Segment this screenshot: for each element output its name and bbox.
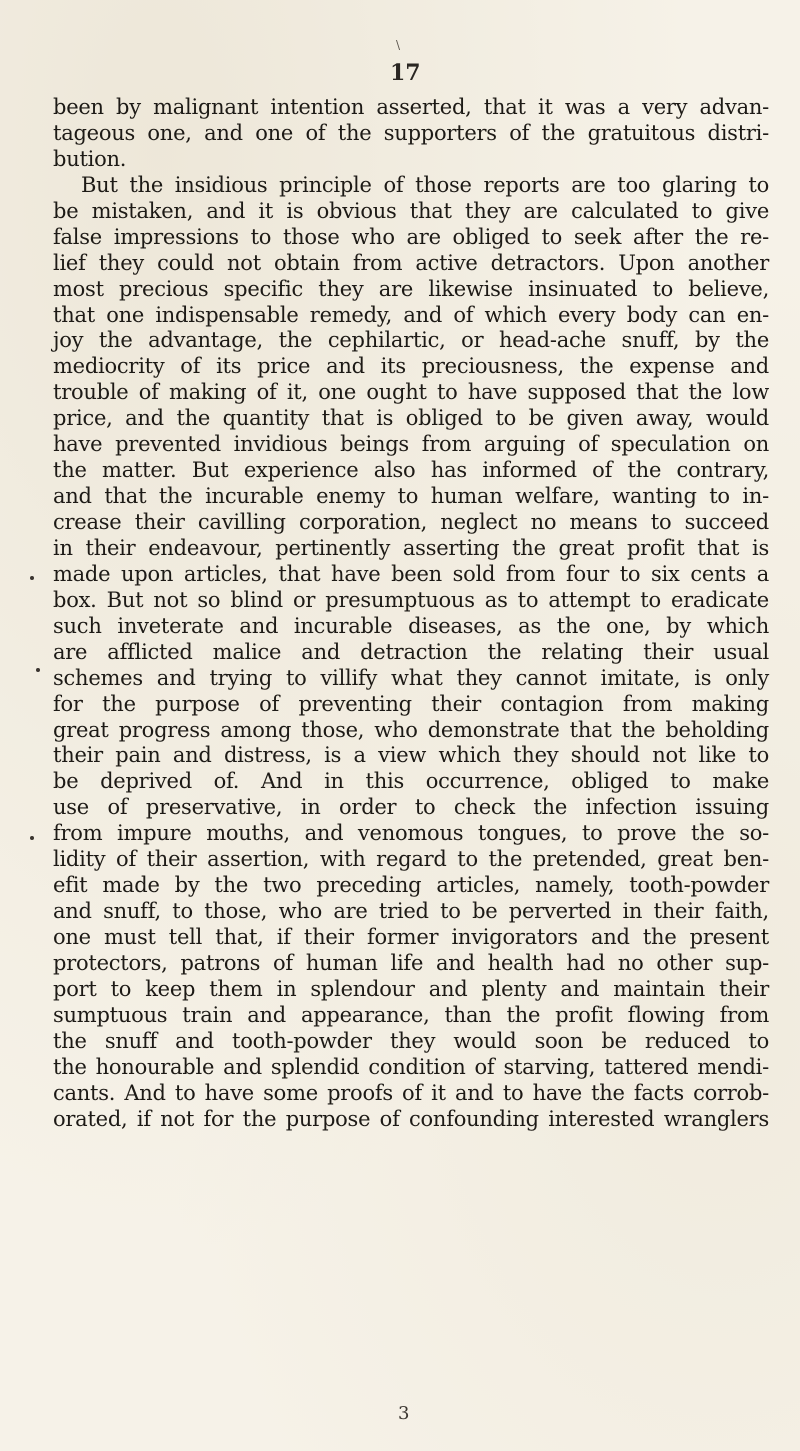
- text-line: and that the incurable enemy to human welfare, wanting to in-: [53, 484, 769, 509]
- text-line: cants. And to have some proofs of it and to have the facts corrob-: [53, 1080, 769, 1105]
- text-line: use of preservative, in order to check the infection issuing: [53, 795, 769, 820]
- text-line: the matter. But experience also has informed of the contrary,: [53, 458, 769, 483]
- text-line: efit made by the two preceding articles, namely, tooth-powder: [53, 873, 769, 898]
- text-line: made upon articles, that have been sold from four to six cents a: [53, 561, 769, 586]
- text-line: schemes and trying to villify what they cannot imitate, is only: [53, 665, 769, 690]
- text-line: great progress among those, who demonstrate that the beholding: [53, 717, 769, 742]
- text-line: that one indispensable remedy, and of which every body can en-: [53, 302, 769, 327]
- text-line: one must tell that, if their former invigorators and the present: [53, 925, 769, 949]
- text-line: their pain and distress, is a view which they should not like to: [53, 743, 769, 768]
- text-line: be deprived of. And in this occurrence, obliged to make: [53, 769, 769, 794]
- text-line: sumptuous train and appearance, than the profit flowing from: [53, 1002, 769, 1027]
- text-line: port to keep them in splendour and plenty and maintain their: [53, 976, 769, 1001]
- margin-ink-dot: [36, 668, 40, 672]
- text-line: been by malignant intention asserted, that it was a very advan-: [53, 95, 769, 119]
- header-tick-mark: \: [396, 38, 401, 52]
- text-line: and snuff, to those, who are tried to be perverted in their faith,: [53, 899, 769, 924]
- text-line: orated, if not for the purpose of confounding interested wranglers: [53, 1106, 769, 1131]
- text-line: lidity of their assertion, with regard to the pretended, great ben-: [53, 847, 769, 872]
- text-line: price, and the quantity that is obliged to be given away, would: [53, 406, 769, 431]
- text-line: joy the advantage, the cephilartic, or head-ache snuff, by the: [53, 328, 769, 353]
- text-line: for the purpose of preventing their contagion from making: [53, 691, 769, 716]
- text-line: be mistaken, and it is obvious that they are calculated to give: [53, 198, 769, 223]
- signature-mark: 3: [398, 1403, 410, 1424]
- text-line: box. But not so blind or presumptuous as to attempt to eradicate: [53, 587, 769, 612]
- text-line: have prevented invidious beings from arguing of speculation on: [53, 432, 769, 457]
- text-line: protectors, patrons of human life and health had no other sup-: [53, 950, 769, 975]
- text-line: tageous one, and one of the supporters of the gratuitous distri-: [53, 120, 769, 145]
- text-line: But the insidious principle of those reports are too glaring to: [81, 172, 769, 197]
- text-line: trouble of making of it, one ought to have supposed that the low: [53, 380, 769, 405]
- text-line: lief they could not obtain from active detractors. Upon another: [53, 250, 769, 275]
- page-number: 17: [390, 60, 421, 86]
- text-line: the snuff and tooth-powder they would soon be reduced to: [53, 1028, 769, 1053]
- text-line: in their endeavour, pertinently asserting the great profit that is: [53, 535, 769, 560]
- text-line: most precious specific they are likewise insinuated to believe,: [53, 276, 769, 301]
- text-line: bution.: [53, 146, 127, 171]
- text-line: the honourable and splendid condition of starving, tattered mendi-: [53, 1054, 769, 1079]
- text-line: false impressions to those who are obliged to seek after the re-: [53, 224, 769, 249]
- body-text: [53, 95, 769, 1133]
- text-line: such inveterate and incurable diseases, as the one, by which: [53, 613, 769, 638]
- text-line: from impure mouths, and venomous tongues, to prove the so-: [53, 821, 769, 846]
- text-line: mediocrity of its price and its preciousness, the expense and: [53, 354, 769, 379]
- text-line: crease their cavilling corporation, neglect no means to succeed: [53, 510, 769, 534]
- margin-ink-dot: [30, 836, 34, 840]
- text-line: are afflicted malice and detraction the relating their usual: [53, 639, 769, 664]
- margin-ink-dot: [30, 576, 34, 580]
